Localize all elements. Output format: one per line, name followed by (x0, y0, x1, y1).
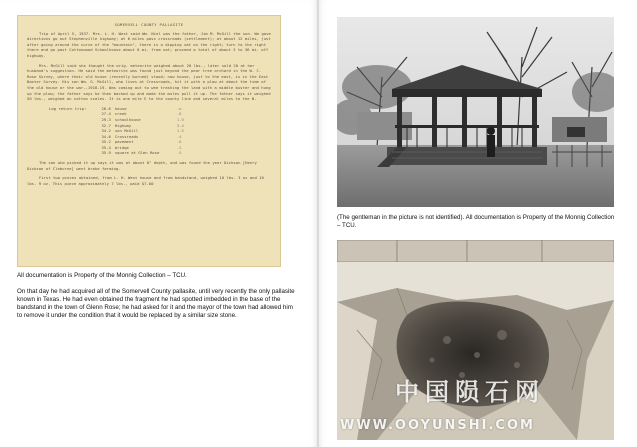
trip-log-tick: .8 (176, 111, 182, 117)
trip-log-tick: .5 (176, 150, 182, 156)
trip-log-miles: 35.4 (101, 144, 111, 150)
trip-log-tick: .6 (176, 139, 182, 145)
photo-bandstand-icon (337, 17, 614, 207)
trip-log-place: creek (114, 111, 127, 117)
trip-log-place: son McGill (114, 128, 139, 134)
trip-log (49, 106, 271, 156)
trip-log-place: Crossroads (114, 133, 139, 139)
trip-log-miles: 35.9 (101, 150, 111, 156)
typed-document-scan (17, 15, 281, 267)
trip-log-tick: -o (176, 105, 182, 111)
trip-log-miles: 35.2 (101, 139, 111, 145)
watermark-url: WWW.OOYUNSHI.COM (340, 418, 535, 433)
right-caption: (The gentleman in the picture is not identified). All documentation is Property of the Monnig Collection – TCU. (337, 214, 615, 229)
left-caption: All documentation is Property of the Monnig Collection – TCU. (17, 272, 187, 279)
photo-meteorite-in-stone-icon (337, 240, 614, 440)
trip-log-place: square at Glen Rose (114, 150, 160, 156)
document-title: SOMERVELL COUNTY PALLASITE (114, 22, 184, 27)
watermark-chinese: 中国陨石网 (395, 378, 545, 406)
trip-log-tick: 1.5 (176, 128, 184, 134)
trip-log-place: schoolhouse (114, 116, 141, 122)
trip-log-tick: 1.9 (176, 116, 184, 122)
trip-log-tick: .2 (176, 144, 182, 150)
trip-log-place: house (114, 105, 127, 111)
meteorite-stone-photo (337, 240, 614, 440)
trip-log-rows (95, 106, 184, 156)
trip-log-place: Highway (114, 122, 132, 128)
trip-log-miles: 29.3 (101, 116, 111, 122)
left-body-text: On that day he had acquired all of the Somervell County pallasite, until very recently the only pallasite known in Texas. He had even obtained the fragment he had spotted imbedded in the base of the bandstand in the town of Glenn Rose; he had asked for it and the mayor of the town had allowed him to remove it under the condition that it would be replaced by a similar size stone. (17, 288, 295, 319)
trip-log-miles: 34.2 (101, 128, 111, 134)
document-paragraph: Trip of April 5, 1937. Mrs. L. H. West said Wm. Niel was the father, Jim M. McGill the son. We gave directions go out Stephenville highway; at 6 miles pass crossroads (settlement); at about 12 miles, just after going around the curve of the "mountain", there is a dipping vat on the right; turn to the right there and go past Cottonwood Schoolhouse about 8 mi. from vat; proceed a total of about 3 to 36 mi. off highway. (27, 30, 271, 58)
document-paragraph: First two pieces obtained, from L. H. West house and from bandstand, weighed 10 lbs. 3 oz and 10 lbs. 9 oz. This piece approximately 7 lbs., paid $7.00 (27, 175, 264, 186)
trip-log-place: bridge (114, 144, 129, 150)
trip-log-miles: 32.7 (101, 122, 111, 128)
page-gutter (317, 0, 319, 447)
trip-log-row (95, 150, 184, 156)
trip-log-place: pavement (114, 139, 134, 145)
trip-log-tick: .4 (176, 133, 182, 139)
trip-log-miles: 26.6 (101, 105, 111, 111)
trip-log-miles: 34.6 (101, 133, 111, 139)
document-paragraph: The son who picked it up says it was at about 8" depth, and was found the year Dickson [Henry Dickson of Cleburne] went broke farming. (27, 160, 257, 171)
bandstand-photo (337, 17, 614, 207)
trip-log-miles: 27.4 (101, 111, 111, 117)
trip-log-label: Log return trip: (49, 105, 87, 111)
document-paragraph: Mrs. McGill said she thought the orig. meteorite weighed about 20 lbs., later sold 20 at her husband's suggestion. He said the meteorite was found just beyond the pear tree orchard in the W. C. Rose Survey, where their old house (recently burned) stood; now house, just to the east, is in the East Baxter Survey. His son Wm. G. McGill, who lives at Crossroads, hit it with a plow at about the time of the old house or the war--1918-19. Was coming out to wee trashing the land with a middle buster and hung up the plow; the father says he then backed up and made the mules pull it up. The father says it weighed 50 lbs., weighed on cotton scales. It is one mile E to the county line and several miles to the N. (27, 62, 271, 102)
trip-log-tick: 3.4 (176, 122, 184, 128)
